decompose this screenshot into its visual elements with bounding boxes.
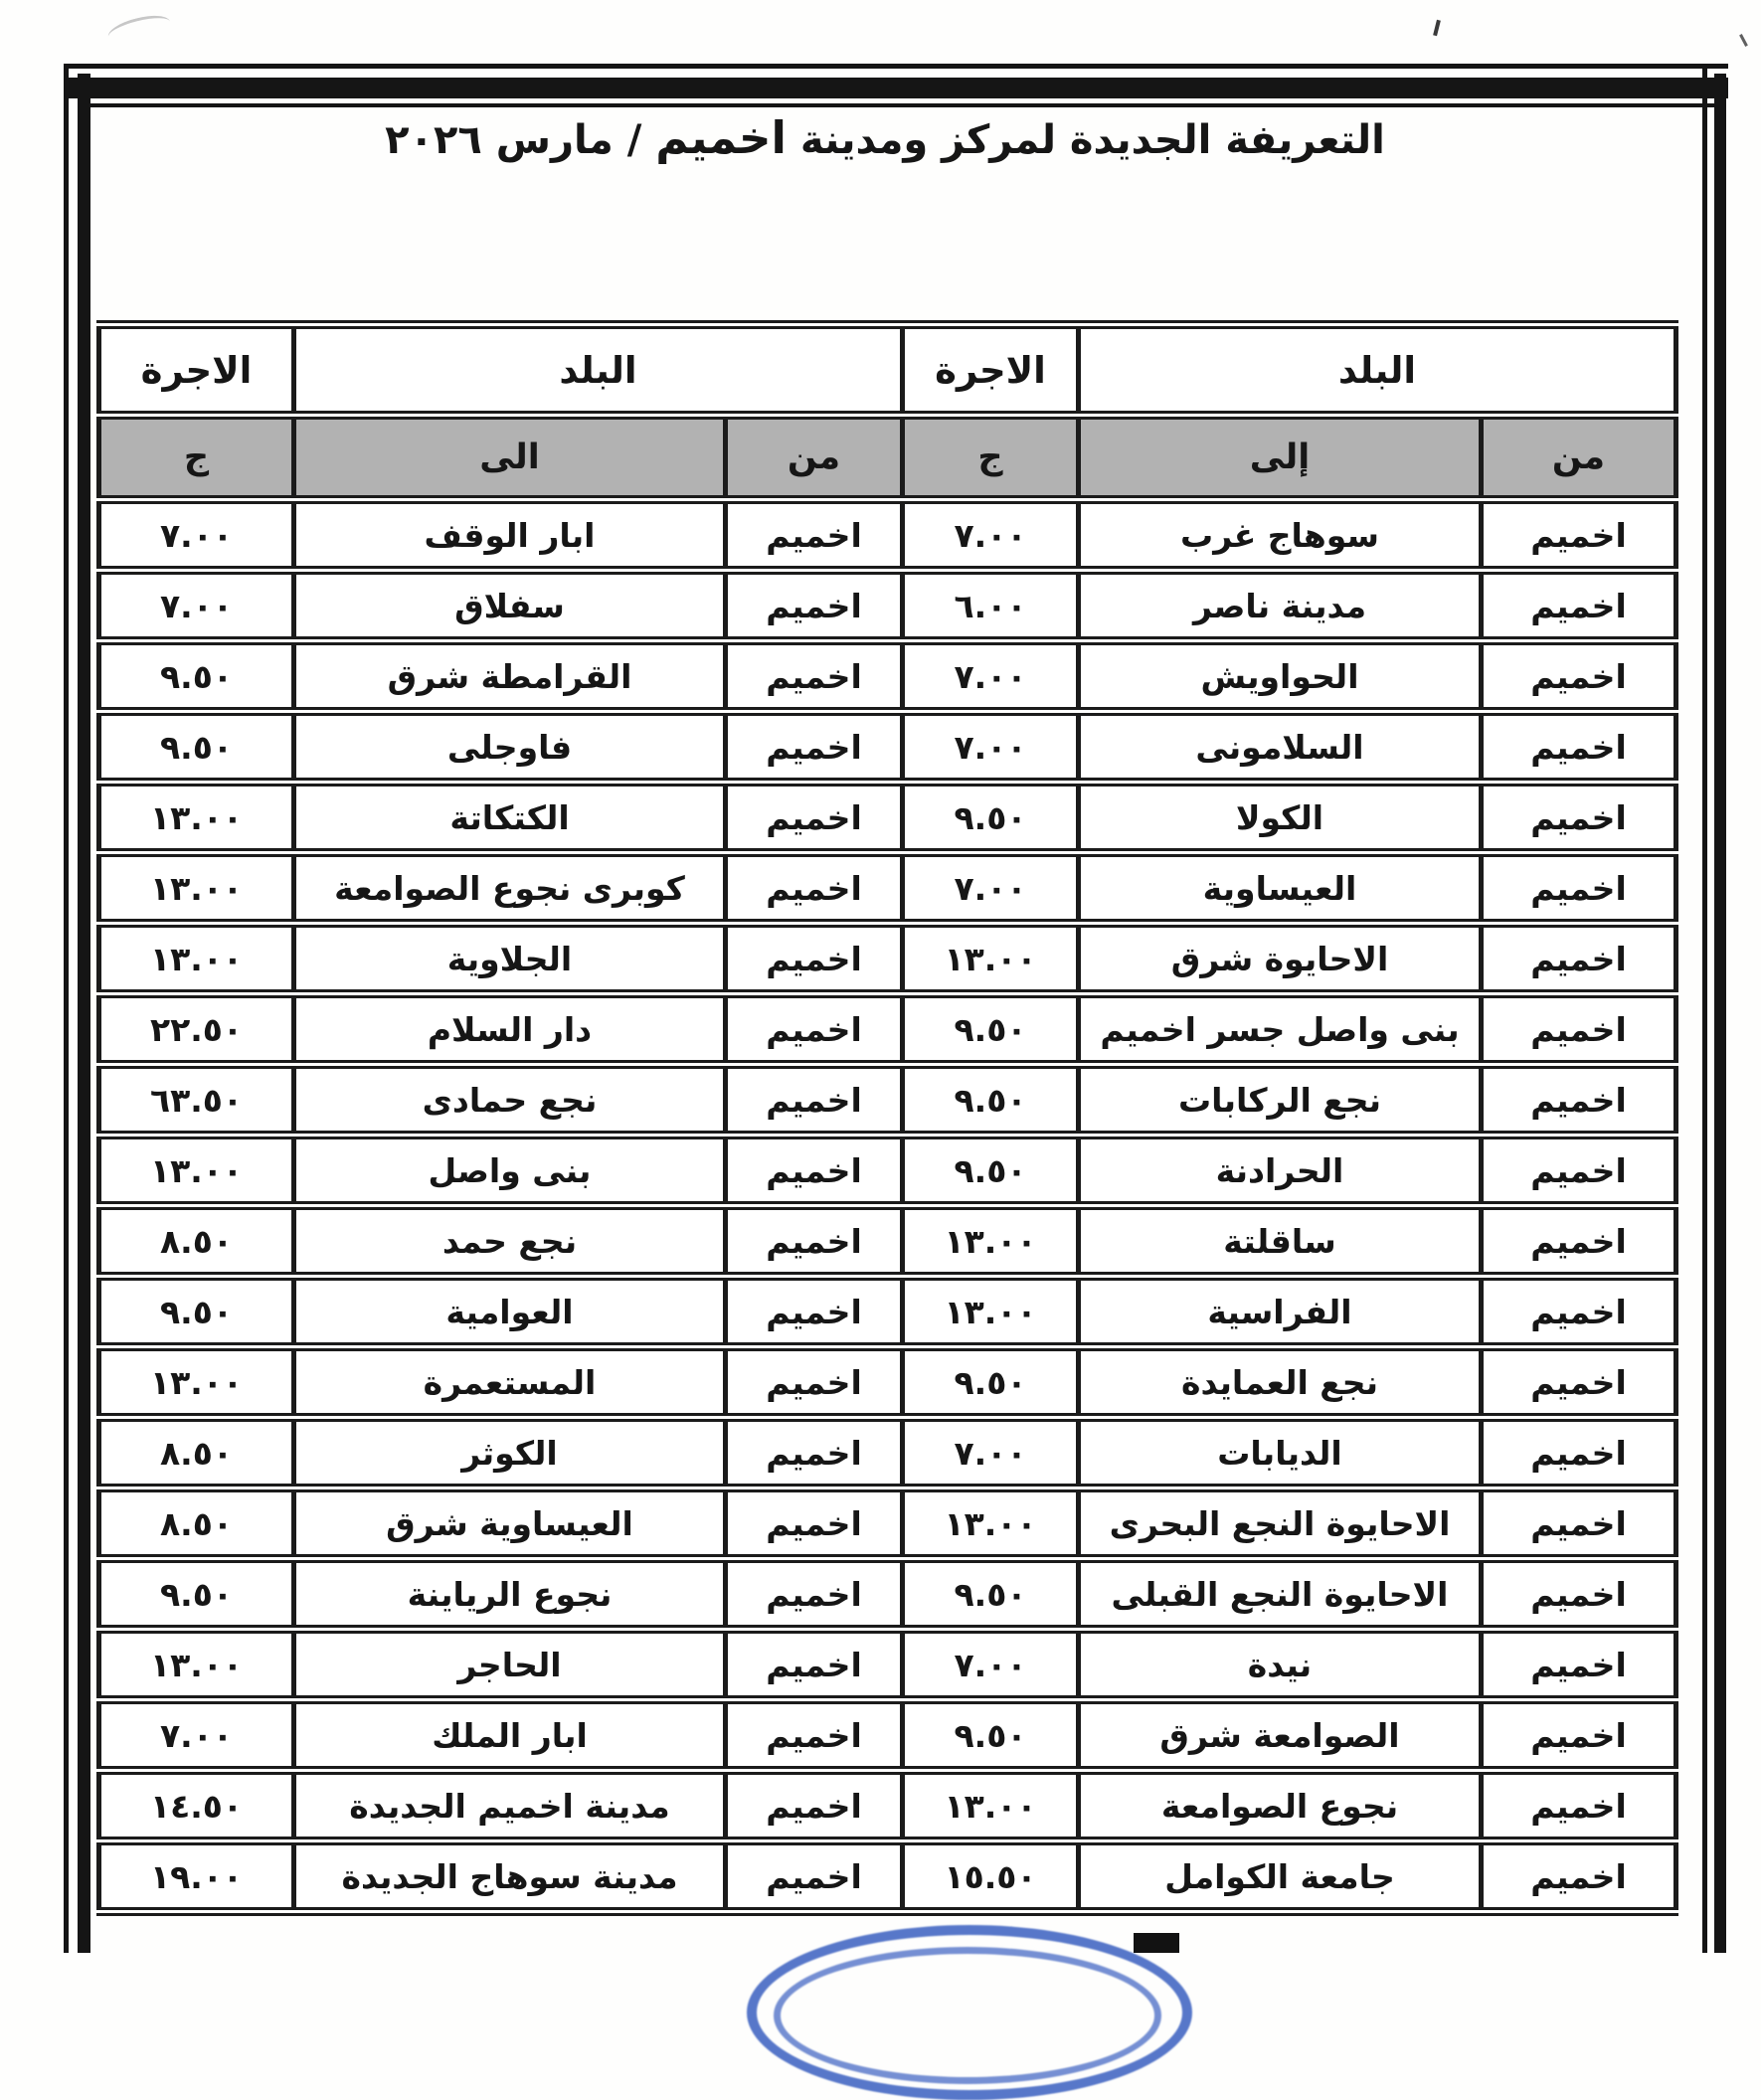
fare-cell: ١٣.٠٠ xyxy=(99,853,294,924)
from-cell: اخميم xyxy=(726,1771,903,1841)
to-column-header-left: الى xyxy=(294,416,726,500)
fare-unit-header-right: ج xyxy=(903,416,1079,500)
from-cell: اخميم xyxy=(1482,1841,1676,1912)
page-border-right-thick xyxy=(1714,74,1726,1953)
from-cell: اخميم xyxy=(726,712,903,783)
table-row xyxy=(99,853,1676,924)
fare-cell: ١٣.٠٠ xyxy=(903,924,1079,994)
destination-cell: الحرادنة xyxy=(1079,1136,1482,1206)
fare-cell: ٧.٠٠ xyxy=(903,641,1079,712)
from-cell: اخميم xyxy=(726,1630,903,1700)
destination-cell: السلامونى xyxy=(1079,712,1482,783)
fare-cell: ٧.٠٠ xyxy=(903,853,1079,924)
destination-cell: العوامية xyxy=(294,1277,726,1347)
fare-cell: ٧.٠٠ xyxy=(903,712,1079,783)
fare-cell: ١٣.٠٠ xyxy=(99,1347,294,1418)
from-cell: اخميم xyxy=(726,500,903,571)
destination-cell: نجع الركابات xyxy=(1079,1065,1482,1136)
fare-cell: ٧.٠٠ xyxy=(903,500,1079,571)
page-border-top-inner xyxy=(82,103,1720,107)
destination-cell: كوبرى نجوع الصوامعة xyxy=(294,853,726,924)
destination-cell: بنى واصل xyxy=(294,1136,726,1206)
from-cell: اخميم xyxy=(726,1700,903,1771)
from-cell: اخميم xyxy=(1482,571,1676,641)
from-cell: اخميم xyxy=(726,1559,903,1630)
from-cell: اخميم xyxy=(726,1277,903,1347)
destination-cell: نجوع الصوامعة xyxy=(1079,1771,1482,1841)
destination-cell: الفراسية xyxy=(1079,1277,1482,1347)
destination-cell: العيساوية شرق xyxy=(294,1488,726,1559)
fare-cell: ٩.٥٠ xyxy=(99,1559,294,1630)
country-header-left: البلد xyxy=(294,325,903,416)
page-border-top-band xyxy=(66,78,1728,98)
from-cell: اخميم xyxy=(726,853,903,924)
table-row xyxy=(99,1418,1676,1488)
from-cell: اخميم xyxy=(726,1347,903,1418)
official-stamp-inner-ring xyxy=(774,1947,1161,2084)
fare-cell: ٦٣.٥٠ xyxy=(99,1065,294,1136)
table-row xyxy=(99,571,1676,641)
scan-smudge-mark xyxy=(105,11,173,49)
fare-table xyxy=(96,320,1678,1916)
destination-cell: الاحايوة النجع البحرى xyxy=(1079,1488,1482,1559)
fare-cell: ٧.٠٠ xyxy=(99,1700,294,1771)
from-cell: اخميم xyxy=(1482,1630,1676,1700)
from-cell: اخميم xyxy=(1482,1559,1676,1630)
from-column-header-left: من xyxy=(726,416,903,500)
fare-cell: ١٤.٥٠ xyxy=(99,1771,294,1841)
from-cell: اخميم xyxy=(1482,500,1676,571)
scan-tick-mark xyxy=(1433,20,1441,36)
from-cell: اخميم xyxy=(1482,1771,1676,1841)
fare-cell: ١٣.٠٠ xyxy=(99,924,294,994)
table-row xyxy=(99,994,1676,1065)
table-row xyxy=(99,1136,1676,1206)
fare-cell: ٧.٠٠ xyxy=(903,1418,1079,1488)
fare-unit-header-left: ج xyxy=(99,416,294,500)
fare-cell: ٩.٥٠ xyxy=(903,1065,1079,1136)
page-border-left-thick xyxy=(78,74,90,1953)
fare-cell: ٨.٥٠ xyxy=(99,1488,294,1559)
country-header-right: البلد xyxy=(1079,325,1676,416)
destination-cell: ابار الملك xyxy=(294,1700,726,1771)
from-cell: اخميم xyxy=(726,1488,903,1559)
destination-cell: الحواويش xyxy=(1079,641,1482,712)
table-row xyxy=(99,783,1676,853)
from-cell: اخميم xyxy=(1482,1700,1676,1771)
destination-cell: سوهاج غرب xyxy=(1079,500,1482,571)
table-row xyxy=(99,641,1676,712)
from-cell: اخميم xyxy=(726,1418,903,1488)
fare-cell: ٩.٥٠ xyxy=(903,1136,1079,1206)
destination-cell: نجع حمادى xyxy=(294,1065,726,1136)
title-suffix: / مارس ٢٠٢٦ xyxy=(385,117,642,163)
fare-cell: ١٣.٠٠ xyxy=(903,1277,1079,1347)
table-row xyxy=(99,1841,1676,1912)
destination-cell: مدينة ناصر xyxy=(1079,571,1482,641)
from-cell: اخميم xyxy=(1482,1206,1676,1277)
fare-cell: ١٣.٠٠ xyxy=(903,1771,1079,1841)
destination-cell: دار السلام xyxy=(294,994,726,1065)
fare-cell: ١٩.٠٠ xyxy=(99,1841,294,1912)
from-cell: اخميم xyxy=(1482,1136,1676,1206)
table-row xyxy=(99,924,1676,994)
from-cell: اخميم xyxy=(726,1206,903,1277)
from-cell: اخميم xyxy=(726,571,903,641)
destination-cell: نجع العمايدة xyxy=(1079,1347,1482,1418)
from-cell: اخميم xyxy=(1482,1488,1676,1559)
page-border-right-thin xyxy=(1702,64,1707,1953)
from-cell: اخميم xyxy=(726,1065,903,1136)
destination-cell: الكوثر xyxy=(294,1418,726,1488)
table-row xyxy=(99,1206,1676,1277)
from-cell: اخميم xyxy=(726,994,903,1065)
destination-cell: مدينة اخميم الجديدة xyxy=(294,1771,726,1841)
fare-header-right: الاجرة xyxy=(903,325,1079,416)
title-prefix: التعريفة الجديدة لمركز ومدينة xyxy=(799,117,1385,163)
to-column-header-right: إلى xyxy=(1079,416,1482,500)
from-cell: اخميم xyxy=(1482,712,1676,783)
fare-cell: ٩.٥٠ xyxy=(99,641,294,712)
fare-cell: ١٣.٠٠ xyxy=(99,1136,294,1206)
destination-cell: الجلاوية xyxy=(294,924,726,994)
table-header-row-1 xyxy=(99,325,1676,416)
fare-cell: ٨.٥٠ xyxy=(99,1206,294,1277)
destination-cell: بنى واصل جسر اخميم xyxy=(1079,994,1482,1065)
fare-cell: ٦.٠٠ xyxy=(903,571,1079,641)
title-city-name: اخميم xyxy=(655,111,787,164)
fare-cell: ١٣.٠٠ xyxy=(903,1488,1079,1559)
table-row xyxy=(99,1065,1676,1136)
fare-cell: ٩.٥٠ xyxy=(903,1700,1079,1771)
destination-cell: جامعة الكوامل xyxy=(1079,1841,1482,1912)
fare-cell: ٧.٠٠ xyxy=(99,500,294,571)
page-border-left-thin xyxy=(64,64,69,1953)
fare-cell: ٧.٠٠ xyxy=(903,1630,1079,1700)
table-row xyxy=(99,1277,1676,1347)
fare-cell: ٩.٥٠ xyxy=(903,1559,1079,1630)
destination-cell: سفلاق xyxy=(294,571,726,641)
table-row xyxy=(99,1700,1676,1771)
from-cell: اخميم xyxy=(1482,1418,1676,1488)
fare-cell: ١٣.٠٠ xyxy=(903,1206,1079,1277)
scan-edge-mark xyxy=(1739,34,1748,47)
destination-cell: نجع حمد xyxy=(294,1206,726,1277)
table-row xyxy=(99,712,1676,783)
from-cell: اخميم xyxy=(1482,1347,1676,1418)
destination-cell: الكتكاتة xyxy=(294,783,726,853)
destination-cell: فاوجلى xyxy=(294,712,726,783)
destination-cell: المستعمرة xyxy=(294,1347,726,1418)
document-title xyxy=(99,111,1671,164)
fare-cell: ٩.٥٠ xyxy=(99,1277,294,1347)
destination-cell: الحاجر xyxy=(294,1630,726,1700)
destination-cell: نجوع الرياينة xyxy=(294,1559,726,1630)
from-cell: اخميم xyxy=(1482,924,1676,994)
fare-cell: ٩.٥٠ xyxy=(903,994,1079,1065)
fare-cell: ٧.٠٠ xyxy=(99,571,294,641)
fare-cell: ٩.٥٠ xyxy=(903,1347,1079,1418)
from-cell: اخميم xyxy=(726,1136,903,1206)
from-cell: اخميم xyxy=(1482,853,1676,924)
from-cell: اخميم xyxy=(1482,1065,1676,1136)
destination-cell: نيدة xyxy=(1079,1630,1482,1700)
from-cell: اخميم xyxy=(726,1841,903,1912)
table-row xyxy=(99,1559,1676,1630)
destination-cell: الكولا xyxy=(1079,783,1482,853)
destination-cell: الاحايوة النجع القبلى xyxy=(1079,1559,1482,1630)
destination-cell: العيساوية xyxy=(1079,853,1482,924)
from-cell: اخميم xyxy=(726,641,903,712)
from-cell: اخميم xyxy=(1482,1277,1676,1347)
destination-cell: القرامطة شرق xyxy=(294,641,726,712)
table-row xyxy=(99,1630,1676,1700)
scan-artifact-black-mark xyxy=(1134,1933,1179,1953)
from-cell: اخميم xyxy=(1482,994,1676,1065)
destination-cell: ساقلتة xyxy=(1079,1206,1482,1277)
fare-cell: ١٥.٥٠ xyxy=(903,1841,1079,1912)
from-cell: اخميم xyxy=(726,924,903,994)
from-cell: اخميم xyxy=(1482,641,1676,712)
from-column-header-right: من xyxy=(1482,416,1676,500)
table-row xyxy=(99,1771,1676,1841)
fare-cell: ٩.٥٠ xyxy=(903,783,1079,853)
page-border-top-line xyxy=(66,64,1728,69)
fare-header-left: الاجرة xyxy=(99,325,294,416)
fare-cell: ١٣.٠٠ xyxy=(99,783,294,853)
fare-cell: ٨.٥٠ xyxy=(99,1418,294,1488)
fare-cell: ١٣.٠٠ xyxy=(99,1630,294,1700)
destination-cell: ابار الوقف xyxy=(294,500,726,571)
table-row xyxy=(99,500,1676,571)
fare-cell: ٩.٥٠ xyxy=(99,712,294,783)
destination-cell: الديابات xyxy=(1079,1418,1482,1488)
destination-cell: مدينة سوهاج الجديدة xyxy=(294,1841,726,1912)
destination-cell: الاحايوة شرق xyxy=(1079,924,1482,994)
table-row xyxy=(99,1488,1676,1559)
from-cell: اخميم xyxy=(1482,783,1676,853)
from-cell: اخميم xyxy=(726,783,903,853)
table-row xyxy=(99,1347,1676,1418)
destination-cell: الصوامعة شرق xyxy=(1079,1700,1482,1771)
fare-cell: ٢٢.٥٠ xyxy=(99,994,294,1065)
table-header-row-2 xyxy=(99,416,1676,500)
